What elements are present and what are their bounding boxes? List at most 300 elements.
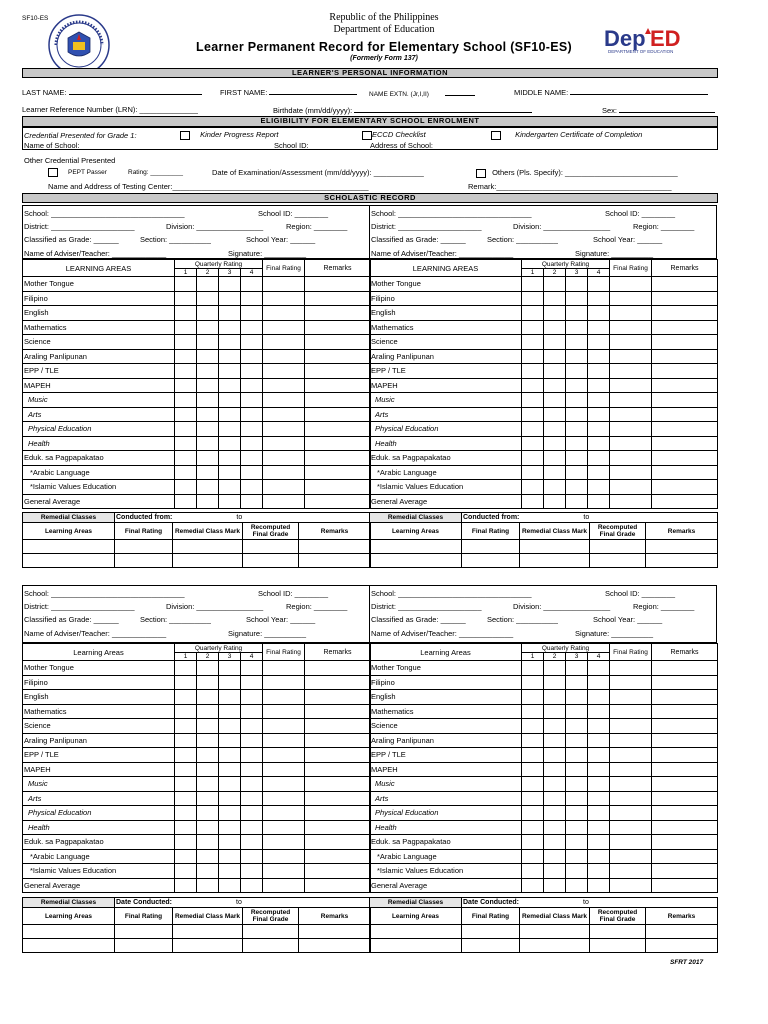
remarks-cell[interactable]	[652, 806, 718, 821]
quarter-grade-cell[interactable]	[175, 864, 197, 879]
quarter-grade-cell[interactable]	[175, 407, 197, 422]
remedial-cell[interactable]	[299, 540, 371, 554]
quarter-grade-cell[interactable]	[522, 849, 544, 864]
quarter-grade-cell[interactable]	[219, 791, 241, 806]
quarter-grade-cell[interactable]	[566, 704, 588, 719]
remedial-cell[interactable]	[115, 939, 173, 953]
remarks-cell[interactable]	[652, 733, 718, 748]
quarter-grade-cell[interactable]	[219, 494, 241, 509]
quarter-grade-cell[interactable]	[241, 820, 263, 835]
quarter-grade-cell[interactable]	[566, 820, 588, 835]
quarter-grade-cell[interactable]	[588, 733, 610, 748]
final-rating-cell[interactable]	[263, 806, 305, 821]
quarter-grade-cell[interactable]	[175, 277, 197, 292]
final-rating-cell[interactable]	[263, 378, 305, 393]
quarter-grade-cell[interactable]	[544, 661, 566, 676]
quarter-grade-cell[interactable]	[522, 480, 544, 495]
remarks-cell[interactable]	[652, 364, 718, 379]
remedial-cell[interactable]	[23, 554, 115, 568]
quarter-grade-cell[interactable]	[241, 878, 263, 893]
quarter-grade-cell[interactable]	[219, 704, 241, 719]
quarter-grade-cell[interactable]	[588, 719, 610, 734]
quarter-grade-cell[interactable]	[588, 878, 610, 893]
quarter-grade-cell[interactable]	[241, 306, 263, 321]
quarter-grade-cell[interactable]	[197, 748, 219, 763]
quarter-grade-cell[interactable]	[219, 320, 241, 335]
quarter-grade-cell[interactable]	[197, 494, 219, 509]
quarter-grade-cell[interactable]	[544, 733, 566, 748]
quarter-grade-cell[interactable]	[175, 661, 197, 676]
quarter-grade-cell[interactable]	[588, 762, 610, 777]
quarter-grade-cell[interactable]	[219, 291, 241, 306]
quarter-grade-cell[interactable]	[588, 704, 610, 719]
final-rating-cell[interactable]	[610, 733, 652, 748]
quarter-grade-cell[interactable]	[197, 422, 219, 437]
final-rating-cell[interactable]	[610, 407, 652, 422]
quarter-grade-cell[interactable]	[241, 407, 263, 422]
remarks-cell[interactable]	[652, 436, 718, 451]
remedial-cell[interactable]	[115, 925, 173, 939]
quarter-grade-cell[interactable]	[588, 378, 610, 393]
quarter-grade-cell[interactable]	[588, 436, 610, 451]
remarks-cell[interactable]	[652, 748, 718, 763]
remedial-cell[interactable]	[462, 939, 520, 953]
final-rating-cell[interactable]	[263, 451, 305, 466]
final-rating-cell[interactable]	[610, 480, 652, 495]
quarter-grade-cell[interactable]	[544, 806, 566, 821]
pept-checkbox[interactable]	[48, 168, 58, 177]
final-rating-cell[interactable]	[610, 451, 652, 466]
remarks-cell[interactable]	[652, 494, 718, 509]
remarks-cell[interactable]	[652, 864, 718, 879]
quarter-grade-cell[interactable]	[241, 364, 263, 379]
quarter-grade-cell[interactable]	[197, 306, 219, 321]
quarter-grade-cell[interactable]	[588, 335, 610, 350]
remarks-cell[interactable]	[305, 820, 371, 835]
quarter-grade-cell[interactable]	[197, 777, 219, 792]
quarter-grade-cell[interactable]	[241, 349, 263, 364]
quarter-grade-cell[interactable]	[544, 422, 566, 437]
quarter-grade-cell[interactable]	[219, 393, 241, 408]
remarks-cell[interactable]	[305, 393, 371, 408]
quarter-grade-cell[interactable]	[544, 378, 566, 393]
quarter-grade-cell[interactable]	[219, 436, 241, 451]
quarter-grade-cell[interactable]	[588, 748, 610, 763]
quarter-grade-cell[interactable]	[566, 349, 588, 364]
quarter-grade-cell[interactable]	[197, 436, 219, 451]
quarter-grade-cell[interactable]	[241, 480, 263, 495]
quarter-grade-cell[interactable]	[522, 719, 544, 734]
final-rating-cell[interactable]	[263, 422, 305, 437]
remarks-cell[interactable]	[305, 320, 371, 335]
quarter-grade-cell[interactable]	[522, 777, 544, 792]
kinder-option[interactable]: Kinder Progress Report	[180, 130, 278, 140]
remarks-cell[interactable]	[305, 719, 371, 734]
pept-option[interactable]: PEPT Passer	[48, 168, 107, 177]
quarter-grade-cell[interactable]	[588, 690, 610, 705]
quarter-grade-cell[interactable]	[566, 320, 588, 335]
quarter-grade-cell[interactable]	[219, 835, 241, 850]
final-rating-cell[interactable]	[610, 277, 652, 292]
remarks-cell[interactable]	[652, 480, 718, 495]
remarks-cell[interactable]	[305, 777, 371, 792]
quarter-grade-cell[interactable]	[544, 335, 566, 350]
quarter-grade-cell[interactable]	[241, 791, 263, 806]
quarter-grade-cell[interactable]	[219, 806, 241, 821]
quarter-grade-cell[interactable]	[197, 849, 219, 864]
quarter-grade-cell[interactable]	[566, 675, 588, 690]
final-rating-cell[interactable]	[263, 878, 305, 893]
quarter-grade-cell[interactable]	[175, 675, 197, 690]
final-rating-cell[interactable]	[610, 494, 652, 509]
remedial-cell[interactable]	[243, 925, 299, 939]
quarter-grade-cell[interactable]	[522, 320, 544, 335]
remedial-cell[interactable]	[520, 939, 590, 953]
quarter-grade-cell[interactable]	[175, 451, 197, 466]
others-option[interactable]: Others (Pls. Specify): ___________________________	[476, 168, 678, 178]
remedial-cell[interactable]	[590, 540, 646, 554]
final-rating-cell[interactable]	[610, 704, 652, 719]
remarks-cell[interactable]	[305, 806, 371, 821]
quarter-grade-cell[interactable]	[175, 835, 197, 850]
remedial-cell[interactable]	[23, 939, 115, 953]
final-rating-cell[interactable]	[263, 690, 305, 705]
quarter-grade-cell[interactable]	[241, 291, 263, 306]
remarks-cell[interactable]	[652, 378, 718, 393]
quarter-grade-cell[interactable]	[544, 777, 566, 792]
remarks-cell[interactable]	[652, 335, 718, 350]
remarks-cell[interactable]	[305, 733, 371, 748]
remarks-cell[interactable]	[305, 436, 371, 451]
eccd-option[interactable]: ECCD Checklist	[362, 130, 426, 140]
remarks-cell[interactable]	[652, 835, 718, 850]
quarter-grade-cell[interactable]	[566, 690, 588, 705]
remedial-cell[interactable]	[590, 925, 646, 939]
remedial-cell[interactable]	[646, 925, 718, 939]
quarter-grade-cell[interactable]	[197, 291, 219, 306]
quarter-grade-cell[interactable]	[522, 277, 544, 292]
final-rating-cell[interactable]	[610, 291, 652, 306]
final-rating-cell[interactable]	[610, 675, 652, 690]
kcert-option[interactable]: Kindergarten Certificate of Completion	[491, 130, 642, 140]
quarter-grade-cell[interactable]	[219, 820, 241, 835]
final-rating-cell[interactable]	[610, 465, 652, 480]
remedial-cell[interactable]	[299, 925, 371, 939]
final-rating-cell[interactable]	[610, 820, 652, 835]
final-rating-cell[interactable]	[263, 661, 305, 676]
quarter-grade-cell[interactable]	[522, 748, 544, 763]
final-rating-cell[interactable]	[610, 422, 652, 437]
quarter-grade-cell[interactable]	[588, 349, 610, 364]
final-rating-cell[interactable]	[263, 864, 305, 879]
final-rating-cell[interactable]	[263, 704, 305, 719]
remedial-cell[interactable]	[243, 554, 299, 568]
quarter-grade-cell[interactable]	[175, 349, 197, 364]
quarter-grade-cell[interactable]	[566, 748, 588, 763]
quarter-grade-cell[interactable]	[197, 451, 219, 466]
remarks-cell[interactable]	[305, 762, 371, 777]
quarter-grade-cell[interactable]	[588, 364, 610, 379]
quarter-grade-cell[interactable]	[522, 349, 544, 364]
remedial-cell[interactable]	[646, 540, 718, 554]
remarks-cell[interactable]	[652, 407, 718, 422]
quarter-grade-cell[interactable]	[544, 704, 566, 719]
final-rating-cell[interactable]	[263, 762, 305, 777]
remedial-cell[interactable]	[173, 554, 243, 568]
quarter-grade-cell[interactable]	[175, 291, 197, 306]
remarks-cell[interactable]	[305, 364, 371, 379]
quarter-grade-cell[interactable]	[522, 762, 544, 777]
remarks-cell[interactable]	[652, 690, 718, 705]
quarter-grade-cell[interactable]	[219, 465, 241, 480]
remarks-cell[interactable]	[652, 661, 718, 676]
quarter-grade-cell[interactable]	[241, 335, 263, 350]
quarter-grade-cell[interactable]	[241, 277, 263, 292]
remedial-cell[interactable]	[590, 554, 646, 568]
eccd-checkbox[interactable]	[362, 131, 372, 140]
remedial-cell[interactable]	[299, 554, 371, 568]
remedial-cell[interactable]	[173, 540, 243, 554]
quarter-grade-cell[interactable]	[219, 719, 241, 734]
final-rating-cell[interactable]	[263, 277, 305, 292]
quarter-grade-cell[interactable]	[197, 806, 219, 821]
quarter-grade-cell[interactable]	[175, 422, 197, 437]
quarter-grade-cell[interactable]	[522, 704, 544, 719]
quarter-grade-cell[interactable]	[544, 465, 566, 480]
quarter-grade-cell[interactable]	[175, 690, 197, 705]
quarter-grade-cell[interactable]	[241, 835, 263, 850]
remarks-cell[interactable]	[305, 661, 371, 676]
quarter-grade-cell[interactable]	[522, 393, 544, 408]
others-checkbox[interactable]	[476, 169, 486, 178]
quarter-grade-cell[interactable]	[522, 451, 544, 466]
quarter-grade-cell[interactable]	[566, 806, 588, 821]
quarter-grade-cell[interactable]	[197, 465, 219, 480]
quarter-grade-cell[interactable]	[522, 733, 544, 748]
quarter-grade-cell[interactable]	[588, 320, 610, 335]
final-rating-cell[interactable]	[610, 878, 652, 893]
quarter-grade-cell[interactable]	[522, 878, 544, 893]
quarter-grade-cell[interactable]	[197, 820, 219, 835]
quarter-grade-cell[interactable]	[566, 494, 588, 509]
quarter-grade-cell[interactable]	[588, 777, 610, 792]
quarter-grade-cell[interactable]	[588, 820, 610, 835]
quarter-grade-cell[interactable]	[588, 675, 610, 690]
quarter-grade-cell[interactable]	[197, 762, 219, 777]
final-rating-cell[interactable]	[263, 291, 305, 306]
quarter-grade-cell[interactable]	[175, 393, 197, 408]
quarter-grade-cell[interactable]	[566, 835, 588, 850]
middle-name-field[interactable]	[570, 87, 708, 95]
remarks-cell[interactable]	[652, 791, 718, 806]
quarter-grade-cell[interactable]	[566, 762, 588, 777]
quarter-grade-cell[interactable]	[219, 864, 241, 879]
quarter-grade-cell[interactable]	[588, 864, 610, 879]
remarks-cell[interactable]	[305, 306, 371, 321]
final-rating-cell[interactable]	[263, 465, 305, 480]
remarks-cell[interactable]	[305, 335, 371, 350]
quarter-grade-cell[interactable]	[544, 306, 566, 321]
remarks-cell[interactable]	[305, 349, 371, 364]
remarks-cell[interactable]	[305, 748, 371, 763]
quarter-grade-cell[interactable]	[566, 393, 588, 408]
quarter-grade-cell[interactable]	[175, 820, 197, 835]
final-rating-cell[interactable]	[610, 690, 652, 705]
quarter-grade-cell[interactable]	[544, 878, 566, 893]
quarter-grade-cell[interactable]	[175, 806, 197, 821]
quarter-grade-cell[interactable]	[175, 465, 197, 480]
quarter-grade-cell[interactable]	[544, 690, 566, 705]
quarter-grade-cell[interactable]	[241, 777, 263, 792]
remedial-cell[interactable]	[370, 540, 462, 554]
quarter-grade-cell[interactable]	[175, 378, 197, 393]
final-rating-cell[interactable]	[263, 364, 305, 379]
quarter-grade-cell[interactable]	[544, 451, 566, 466]
quarter-grade-cell[interactable]	[219, 878, 241, 893]
quarter-grade-cell[interactable]	[219, 661, 241, 676]
remarks-cell[interactable]	[305, 835, 371, 850]
final-rating-cell[interactable]	[263, 335, 305, 350]
quarter-grade-cell[interactable]	[219, 675, 241, 690]
quarter-grade-cell[interactable]	[197, 704, 219, 719]
quarter-grade-cell[interactable]	[175, 719, 197, 734]
quarter-grade-cell[interactable]	[522, 864, 544, 879]
quarter-grade-cell[interactable]	[175, 733, 197, 748]
quarter-grade-cell[interactable]	[522, 422, 544, 437]
final-rating-cell[interactable]	[610, 335, 652, 350]
remarks-cell[interactable]	[305, 849, 371, 864]
quarter-grade-cell[interactable]	[175, 704, 197, 719]
remarks-cell[interactable]	[305, 480, 371, 495]
quarter-grade-cell[interactable]	[197, 364, 219, 379]
quarter-grade-cell[interactable]	[241, 320, 263, 335]
quarter-grade-cell[interactable]	[544, 407, 566, 422]
final-rating-cell[interactable]	[610, 835, 652, 850]
final-rating-cell[interactable]	[610, 364, 652, 379]
quarter-grade-cell[interactable]	[219, 349, 241, 364]
quarter-grade-cell[interactable]	[522, 335, 544, 350]
quarter-grade-cell[interactable]	[175, 849, 197, 864]
quarter-grade-cell[interactable]	[588, 291, 610, 306]
quarter-grade-cell[interactable]	[544, 494, 566, 509]
quarter-grade-cell[interactable]	[544, 393, 566, 408]
final-rating-cell[interactable]	[610, 393, 652, 408]
quarter-grade-cell[interactable]	[566, 277, 588, 292]
remarks-cell[interactable]	[652, 777, 718, 792]
quarter-grade-cell[interactable]	[566, 719, 588, 734]
quarter-grade-cell[interactable]	[544, 320, 566, 335]
quarter-grade-cell[interactable]	[566, 480, 588, 495]
quarter-grade-cell[interactable]	[522, 306, 544, 321]
quarter-grade-cell[interactable]	[175, 748, 197, 763]
quarter-grade-cell[interactable]	[175, 777, 197, 792]
quarter-grade-cell[interactable]	[588, 806, 610, 821]
final-rating-cell[interactable]	[610, 349, 652, 364]
quarter-grade-cell[interactable]	[522, 436, 544, 451]
quarter-grade-cell[interactable]	[219, 762, 241, 777]
quarter-grade-cell[interactable]	[566, 291, 588, 306]
final-rating-cell[interactable]	[263, 436, 305, 451]
quarter-grade-cell[interactable]	[219, 748, 241, 763]
remedial-cell[interactable]	[462, 540, 520, 554]
quarter-grade-cell[interactable]	[588, 791, 610, 806]
remarks-cell[interactable]	[305, 690, 371, 705]
remarks-cell[interactable]	[652, 719, 718, 734]
quarter-grade-cell[interactable]	[197, 407, 219, 422]
final-rating-cell[interactable]	[263, 407, 305, 422]
quarter-grade-cell[interactable]	[588, 661, 610, 676]
quarter-grade-cell[interactable]	[566, 407, 588, 422]
quarter-grade-cell[interactable]	[197, 393, 219, 408]
quarter-grade-cell[interactable]	[241, 436, 263, 451]
remarks-cell[interactable]	[305, 864, 371, 879]
final-rating-cell[interactable]	[263, 306, 305, 321]
quarter-grade-cell[interactable]	[522, 494, 544, 509]
remedial-cell[interactable]	[646, 554, 718, 568]
quarter-grade-cell[interactable]	[241, 393, 263, 408]
quarter-grade-cell[interactable]	[566, 864, 588, 879]
quarter-grade-cell[interactable]	[175, 364, 197, 379]
remedial-cell[interactable]	[520, 925, 590, 939]
quarter-grade-cell[interactable]	[175, 480, 197, 495]
quarter-grade-cell[interactable]	[241, 704, 263, 719]
quarter-grade-cell[interactable]	[197, 661, 219, 676]
quarter-grade-cell[interactable]	[241, 864, 263, 879]
quarter-grade-cell[interactable]	[219, 364, 241, 379]
remedial-cell[interactable]	[243, 939, 299, 953]
remarks-cell[interactable]	[652, 762, 718, 777]
remarks-cell[interactable]	[652, 451, 718, 466]
remarks-cell[interactable]	[652, 291, 718, 306]
quarter-grade-cell[interactable]	[175, 494, 197, 509]
kcert-checkbox[interactable]	[491, 131, 501, 140]
quarter-grade-cell[interactable]	[522, 835, 544, 850]
remarks-cell[interactable]	[305, 675, 371, 690]
quarter-grade-cell[interactable]	[544, 291, 566, 306]
quarter-grade-cell[interactable]	[175, 320, 197, 335]
quarter-grade-cell[interactable]	[219, 777, 241, 792]
quarter-grade-cell[interactable]	[241, 690, 263, 705]
quarter-grade-cell[interactable]	[588, 451, 610, 466]
quarter-grade-cell[interactable]	[544, 748, 566, 763]
quarter-grade-cell[interactable]	[522, 378, 544, 393]
quarter-grade-cell[interactable]	[219, 849, 241, 864]
final-rating-cell[interactable]	[263, 849, 305, 864]
quarter-grade-cell[interactable]	[241, 378, 263, 393]
quarter-grade-cell[interactable]	[544, 364, 566, 379]
remarks-cell[interactable]	[652, 320, 718, 335]
quarter-grade-cell[interactable]	[197, 719, 219, 734]
quarter-grade-cell[interactable]	[241, 762, 263, 777]
quarter-grade-cell[interactable]	[522, 291, 544, 306]
quarter-grade-cell[interactable]	[522, 661, 544, 676]
quarter-grade-cell[interactable]	[175, 306, 197, 321]
quarter-grade-cell[interactable]	[522, 465, 544, 480]
final-rating-cell[interactable]	[263, 494, 305, 509]
quarter-grade-cell[interactable]	[544, 349, 566, 364]
quarter-grade-cell[interactable]	[588, 465, 610, 480]
remarks-cell[interactable]	[652, 849, 718, 864]
remarks-cell[interactable]	[305, 494, 371, 509]
quarter-grade-cell[interactable]	[566, 661, 588, 676]
quarter-grade-cell[interactable]	[175, 791, 197, 806]
quarter-grade-cell[interactable]	[219, 407, 241, 422]
quarter-grade-cell[interactable]	[197, 378, 219, 393]
remedial-cell[interactable]	[462, 925, 520, 939]
quarter-grade-cell[interactable]	[544, 791, 566, 806]
final-rating-cell[interactable]	[263, 349, 305, 364]
quarter-grade-cell[interactable]	[175, 878, 197, 893]
